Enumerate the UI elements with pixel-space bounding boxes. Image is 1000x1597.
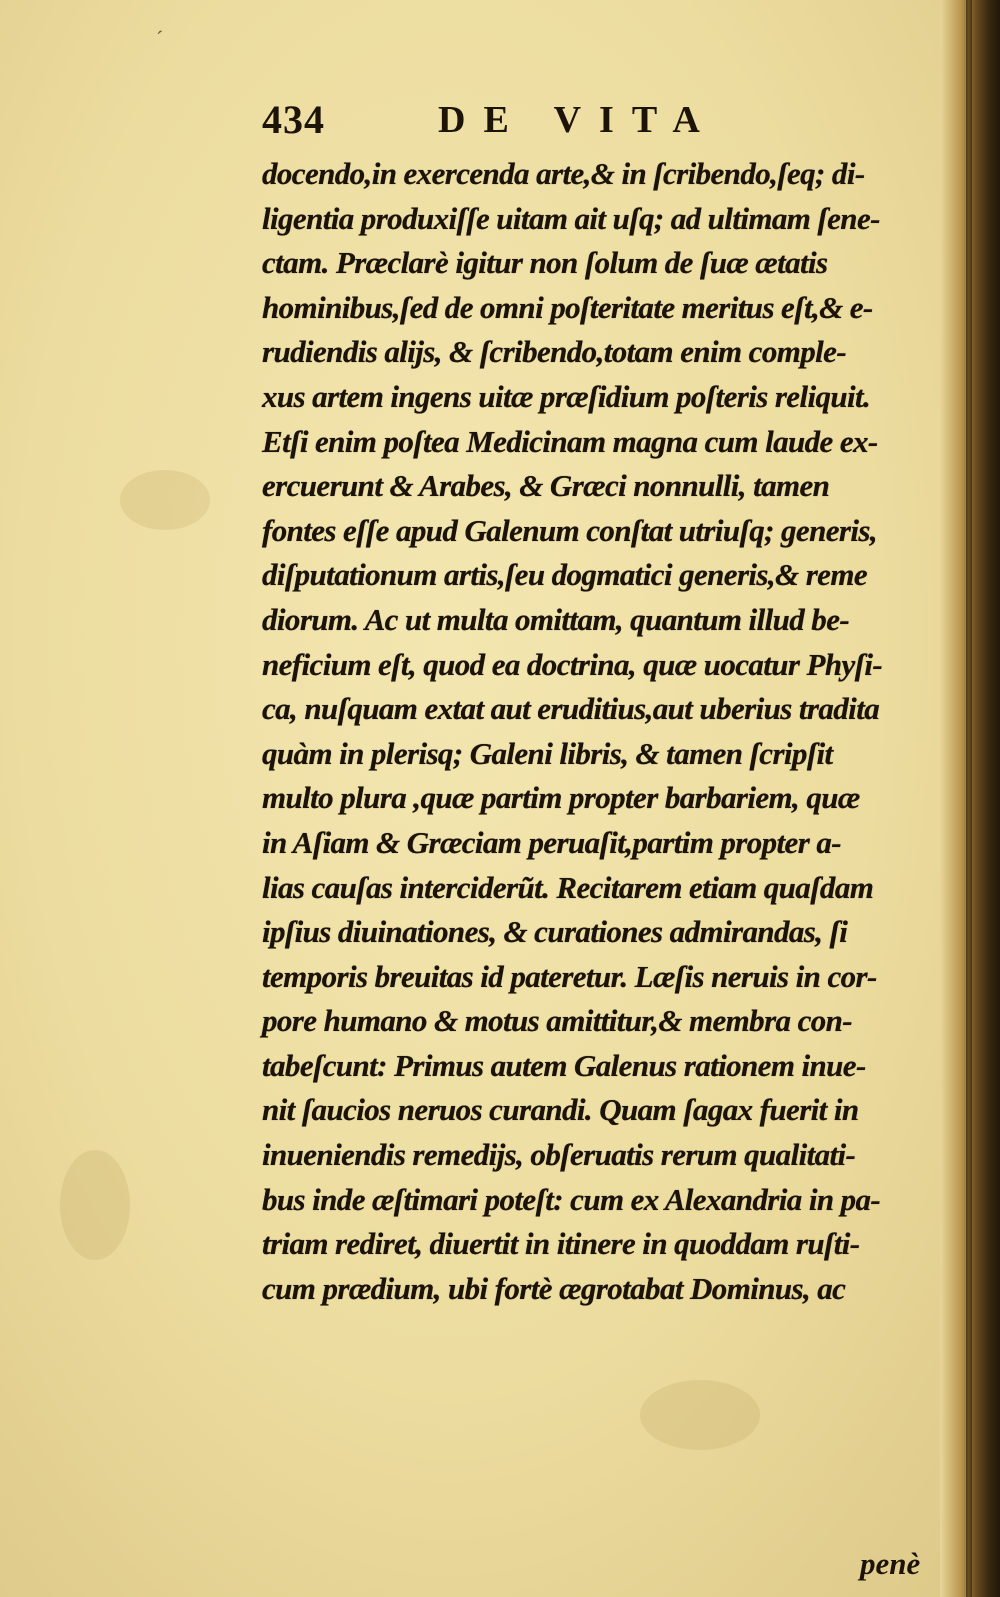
text-line: fontes eſſe apud Galenum conſtat utriuſq; generis, [262, 512, 877, 548]
margin-mark: ˊ [156, 26, 164, 51]
text-line: pore humano & motus amittitur,& membra con- [262, 1003, 853, 1039]
text-line: multo plura ,quæ partim propter barbariem, quæ [262, 780, 860, 816]
text-line: lias cauſas interciderũt. Recitarem etiam quaſdam [262, 869, 874, 905]
text-line: cum prædium, ubi fortè ægrotabat Dominus, ac [262, 1270, 846, 1306]
text-line: hominibus,ſed de omni poſteritate meritus eſt,& e- [262, 289, 873, 325]
text-line: ercuerunt & Arabes, & Græci nonnulli, tamen [262, 468, 830, 504]
text-line: tabeſcunt: Primus autem Galenus rationem inue- [262, 1047, 866, 1083]
paper-stain [60, 1150, 130, 1260]
text-line: neficium eſt, quod ea doctrina, quæ uocatur Phyſi- [262, 646, 883, 682]
text-line: nit ſaucios neruos curandi. Quam ſagax fuerit in [262, 1092, 859, 1128]
folio-number: 434 [262, 97, 325, 142]
text-line: triam rediret, diuertit in itinere in quoddam ruſti- [262, 1226, 860, 1262]
text-line: quàm in plerisq; Galeni libris, & tamen ſcripſit [262, 735, 833, 771]
text-line: ca, nuſquam extat aut eruditius,aut uberius tradita [262, 691, 880, 727]
text-line: ctam. Præclarè igitur non ſolum de ſuæ ætatis [262, 245, 828, 281]
text-line: bus inde æſtimari poteſt: cum ex Alexandria in pa- [262, 1181, 881, 1217]
paper-stain [640, 1380, 760, 1450]
running-head: DE VITA [438, 99, 718, 141]
text-line: temporis breuitas id pateretur. Læſis neruis in cor- [262, 958, 877, 994]
text-line: xus artem ingens uitæ præſidium poſteris reliquit. [262, 378, 871, 414]
text-line: ligentia produxiſſe uitam ait uſq; ad ultimam ſene- [262, 200, 880, 236]
catchword: penè [860, 1546, 921, 1581]
text-line: diſputationum artis,ſeu dogmatici generis,& reme [262, 557, 868, 593]
text-block [262, 152, 922, 1311]
text-line: diorum. Ac ut multa omittam, quantum illud be- [262, 601, 850, 637]
text-line: Etſi enim poſtea Medicinam magna cum laude ex- [262, 423, 878, 459]
paper-stain [120, 470, 210, 530]
text-line: docendo,in exercenda arte,& in ſcribendo,ſeq; di- [262, 156, 865, 191]
text-line: inueniendis remedijs, obſeruatis rerum qualitati- [262, 1137, 856, 1173]
text-line: ipſius diuinationes, & curationes admirandas, ſi [262, 914, 848, 950]
text-line: rudiendis alijs, & ſcribendo,totam enim comple- [262, 334, 847, 370]
gutter-shadow [966, 0, 972, 1597]
page-header [262, 96, 762, 142]
text-line: in Aſiam & Græciam peruaſit,partim propter a- [262, 824, 841, 860]
